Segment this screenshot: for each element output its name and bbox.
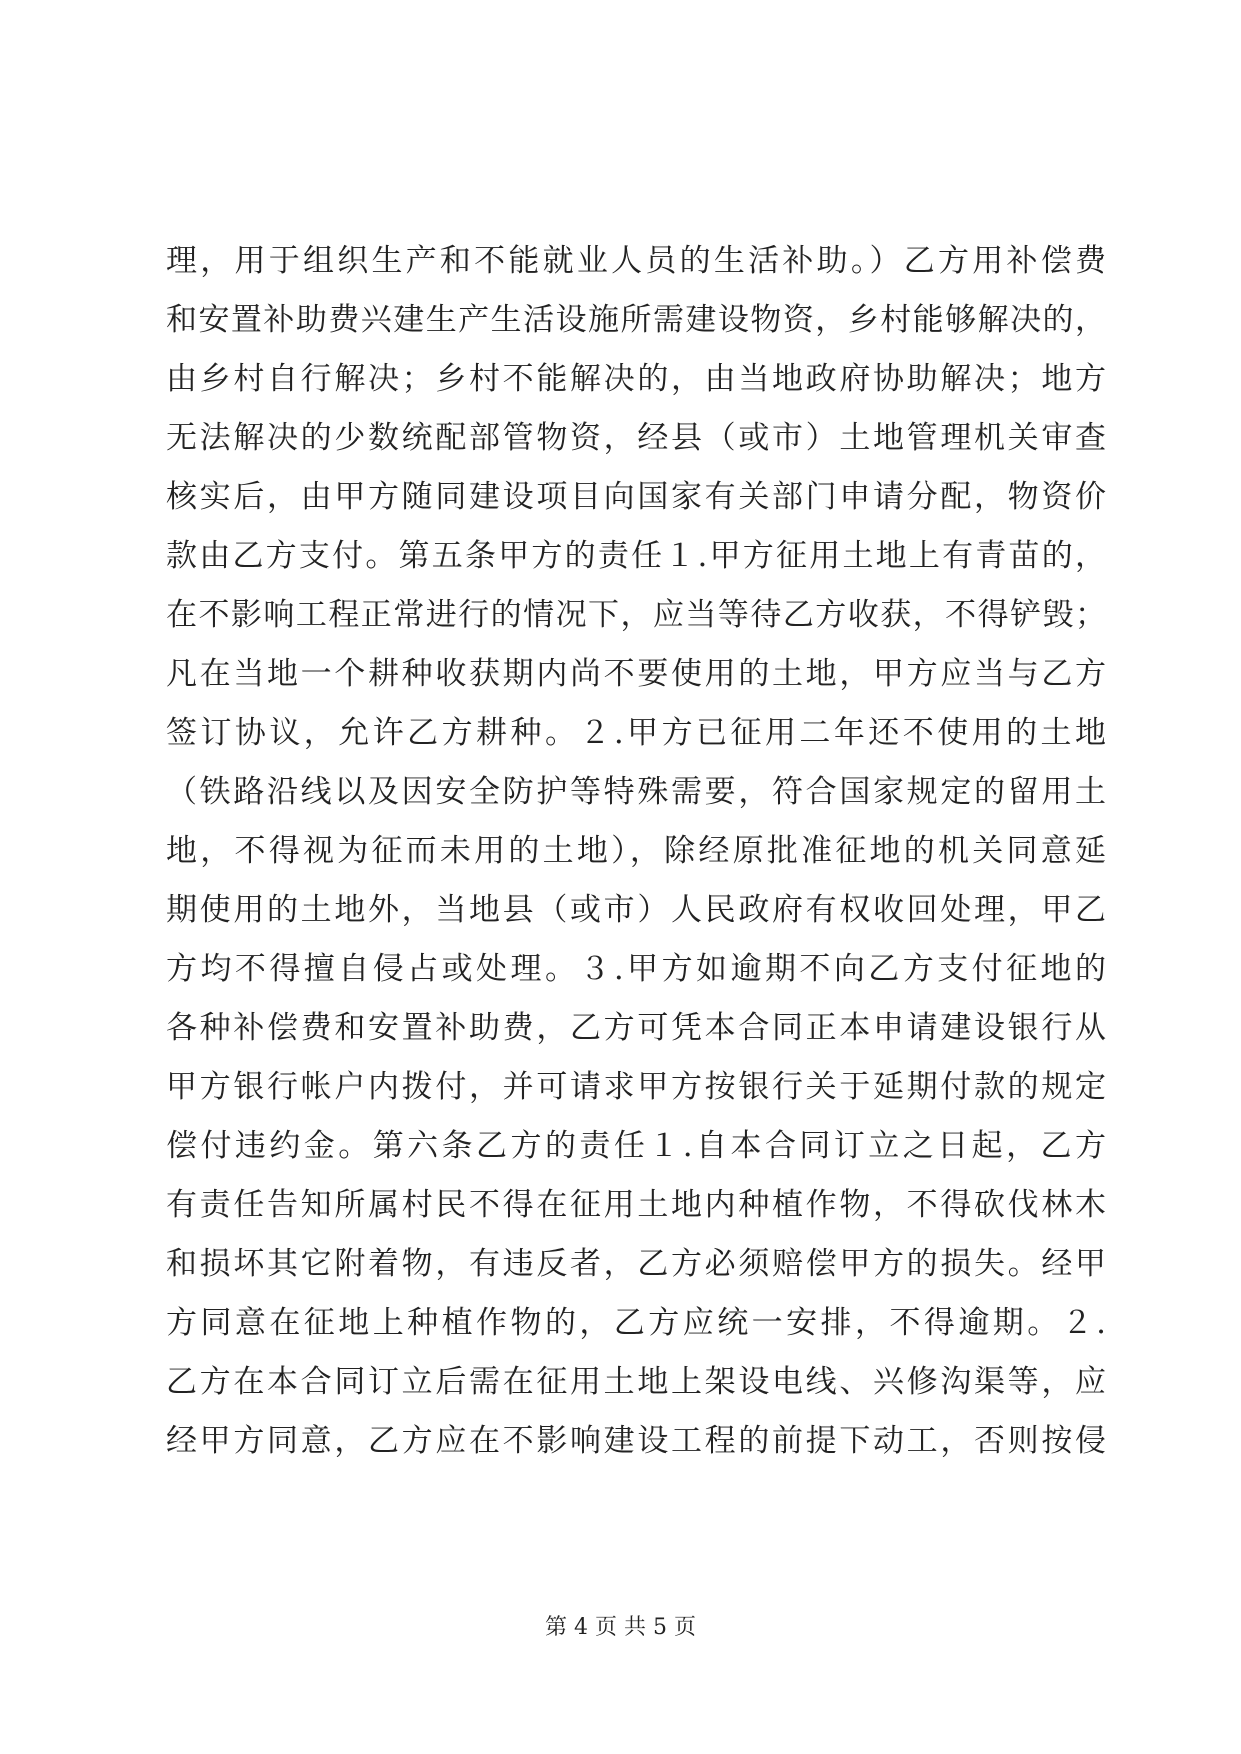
text-line: 方均不得擅自侵占或处理。３.甲方如逾期不向乙方支付征地的 xyxy=(166,951,1106,987)
body-text xyxy=(166,232,1106,1471)
text-line: （铁路沿线以及因安全防护等特殊需要，符合国家规定的留用土 xyxy=(166,774,1106,810)
text-line: 经甲方同意，乙方应在不影响建设工程的前提下动工，否则按侵 xyxy=(166,1423,1106,1459)
text-line: 和安置补助费兴建生产生活设施所需建设物资，乡村能够解决的， xyxy=(166,302,1106,338)
text-line: 理，用于组织生产和不能就业人员的生活补助。）乙方用补偿费 xyxy=(166,243,1106,279)
text-line: 乙方在本合同订立后需在征用土地上架设电线、兴修沟渠等，应 xyxy=(166,1364,1106,1400)
text-line: 有责任告知所属村民不得在征用土地内种植作物，不得砍伐林木 xyxy=(166,1187,1106,1223)
text-line: 凡在当地一个耕种收获期内尚不要使用的土地，甲方应当与乙方 xyxy=(166,656,1106,692)
text-line: 地，不得视为征而未用的土地），除经原批准征地的机关同意延 xyxy=(166,833,1106,869)
text-line: 无法解决的少数统配部管物资，经县（或市）土地管理机关审查 xyxy=(166,420,1106,456)
text-line: 和损坏其它附着物，有违反者，乙方必须赔偿甲方的损失。经甲 xyxy=(166,1246,1106,1282)
text-line: 在不影响工程正常进行的情况下，应当等待乙方收获，不得铲毁； xyxy=(166,597,1106,633)
text-line: 偿付违约金。第六条乙方的责任１.自本合同订立之日起，乙方 xyxy=(166,1128,1106,1164)
text-line: 核实后，由甲方随同建设项目向国家有关部门申请分配，物资价 xyxy=(166,479,1106,515)
text-line: 各种补偿费和安置补助费，乙方可凭本合同正本申请建设银行从 xyxy=(166,1010,1106,1046)
text-line: 由乡村自行解决；乡村不能解决的，由当地政府协助解决；地方 xyxy=(166,361,1106,397)
text-line: 甲方银行帐户内拨付，并可请求甲方按银行关于延期付款的规定 xyxy=(166,1069,1106,1105)
text-line: 签订协议，允许乙方耕种。２.甲方已征用二年还不使用的土地 xyxy=(166,715,1106,751)
text-line: 期使用的土地外，当地县（或市）人民政府有权收回处理，甲乙 xyxy=(166,892,1106,928)
page-number-footer: 第 4 页 共 5 页 xyxy=(545,1615,696,1640)
text-line: 方同意在征地上种植作物的，乙方应统一安排，不得逾期。２. xyxy=(166,1305,1106,1341)
text-line: 款由乙方支付。第五条甲方的责任１.甲方征用土地上有青苗的， xyxy=(166,538,1106,574)
